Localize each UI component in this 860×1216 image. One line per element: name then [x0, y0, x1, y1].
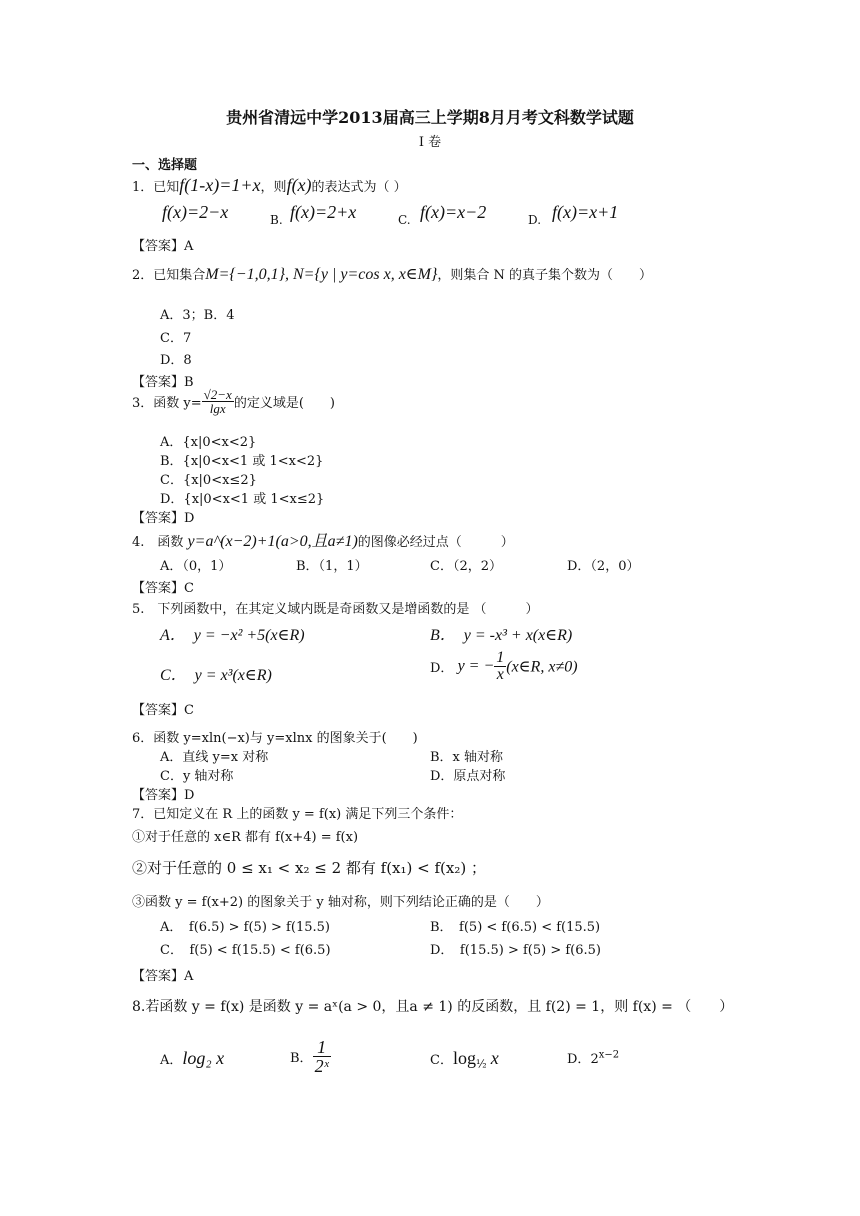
q4-option-b: B．（1，1） — [296, 559, 368, 574]
q2-answer: 【答案】B — [132, 375, 194, 390]
q7-condition-3: ③函数 y = f(x+2) 的图象关于 y 轴对称，则下列结论正确的是（ ） — [132, 895, 549, 910]
q8-option-b-label: B． — [290, 1051, 313, 1066]
q8-option-d-base: 2 — [590, 1052, 599, 1067]
q1-fx: f(x) — [286, 175, 312, 195]
q2-sets: M={−1,0,1}, N={y | y=cos x, x∈M} — [205, 266, 438, 283]
q5-option-d-lhs: y = − — [457, 657, 495, 675]
q3-prefix: 3．函数 y= — [132, 396, 202, 411]
q4-prefix: 4. 函数 — [132, 535, 184, 550]
q8-option-c-label: C． — [430, 1053, 453, 1068]
question-5-stem: 5. 下列函数中，在其定义域内既是奇函数又是增函数的是 （ ） — [132, 602, 539, 617]
q3-option-a: A．{x|0<x<2} — [160, 435, 257, 450]
q5-option-d-label: D． — [430, 661, 454, 676]
q6-option-d: D．原点对称 — [430, 769, 506, 784]
q1-option-c: f(x)=x−2 — [420, 202, 487, 222]
q8-option-c — [430, 1048, 499, 1071]
q8-option-c-x: x — [490, 1048, 499, 1068]
q7-option-b: B． f(5) < f(6.5) < f(15.5) — [430, 920, 601, 935]
q5-option-b: B． y = -x³ + x(x∈R) — [430, 627, 573, 644]
q3-option-c: C．{x|0<x≤2} — [160, 473, 257, 488]
q3-denominator: lgx — [209, 401, 226, 416]
q8-option-d — [567, 1048, 619, 1067]
q1-answer: 【答案】A — [132, 239, 194, 254]
q7-condition-1: ①对于任意的 x∈R 都有 f(x+4) = f(x) — [132, 830, 359, 845]
q6-option-c: C．y 轴对称 — [160, 769, 234, 784]
q5-option-d — [430, 650, 578, 683]
q2-option-d: D．8 — [160, 353, 192, 368]
question-4-stem — [132, 528, 514, 551]
q5-option-c: C． y = x³(x∈R) — [160, 667, 272, 684]
q7-answer: 【答案】A — [132, 969, 194, 984]
q1-option-c-label: C. — [398, 213, 411, 227]
q1-option-d-label: D. — [528, 213, 542, 227]
q5-answer: 【答案】C — [132, 703, 194, 718]
q2-option-c: C．7 — [160, 331, 192, 346]
q6-answer: 【答案】D — [132, 788, 195, 803]
question-6-stem: 6．函数 y=xln(−x)与 y=xlnx 的图象关于( ) — [132, 731, 418, 746]
q7-option-c: C． f(5) < f(15.5) < f(6.5) — [160, 943, 331, 958]
q1-option-a: f(x)=2−x — [162, 202, 229, 222]
q8-option-b — [290, 1038, 331, 1075]
q3-option-b: B．{x|0<x<1 或 1<x<2} — [160, 454, 324, 469]
q3-option-d: D．{x|0<x<1 或 1<x≤2} — [160, 492, 325, 507]
q8-option-a-label: A． — [160, 1053, 183, 1068]
q8-option-b-den: 2ˣ — [314, 1056, 329, 1076]
volume-label: I 卷 — [418, 135, 442, 150]
q1-prefix: 1．已知 — [132, 180, 180, 195]
q8-option-d-label: D． — [567, 1052, 591, 1067]
q1-mid: ，则 — [260, 180, 287, 195]
q3-fraction — [202, 388, 234, 415]
q5-option-d-fraction — [494, 650, 506, 683]
q3-tail: 的定义域是( ) — [233, 396, 335, 411]
q7-option-d: D． f(15.5) > f(5) > f(6.5) — [430, 943, 601, 958]
q1-condition: f(1-x)=1+x — [179, 175, 261, 195]
q5-option-a: A． y = −x² +5(x∈R) — [160, 627, 305, 644]
q6-option-b: B．x 轴对称 — [430, 750, 504, 765]
q4-tail: 的图像必经过点（ ） — [357, 535, 514, 550]
q8-option-b-fraction — [313, 1038, 331, 1075]
q4-function: y=a^(x−2)+1(a>0,且a≠1) — [187, 533, 358, 550]
q6-option-a: A．直线 y=x 对称 — [160, 750, 269, 765]
q4-answer: 【答案】C — [132, 581, 194, 596]
q3-answer: 【答案】D — [132, 511, 195, 526]
question-3-stem — [132, 388, 335, 415]
question-8-stem: 8.若函数 y = f(x) 是函数 y = aˣ(a > 0，且a ≠ 1) 的反函数，且 f(2) = 1，则 f(x) = （ ） — [132, 999, 734, 1015]
question-7-stem: 7．已知定义在 R 上的函数 y = f(x) 满足下列三个条件： — [132, 807, 463, 822]
q8-option-a-value: log₂ x — [182, 1048, 225, 1068]
q8-option-d-exponent: x−2 — [598, 1049, 620, 1061]
q1-option-b-label: B. — [270, 213, 283, 227]
q5-option-d-den: x — [496, 666, 504, 683]
q8-option-b-num: 1 — [313, 1038, 331, 1057]
q2-prefix: 2．已知集合 — [132, 268, 206, 283]
q1-option-b: f(x)=2+x — [290, 202, 357, 222]
q4-option-d: D．（2，0） — [567, 559, 640, 574]
q3-numerator: √2−x — [203, 387, 232, 402]
q8-option-c-base: ½ — [475, 1057, 487, 1071]
q7-condition-2: ②对于任意的 0 ≤ x₁ < x₂ ≤ 2 都有 f(x₁) < f(x₂) ； — [132, 859, 486, 877]
q2-tail: ，则集合 N 的真子集个数为（ ） — [437, 268, 653, 283]
q8-option-c-log: log — [452, 1048, 476, 1068]
q4-option-a: A．（0，1） — [160, 559, 232, 574]
q8-option-a — [160, 1048, 224, 1069]
q1-option-d: f(x)=x+1 — [552, 202, 619, 222]
q5-option-d-domain: (x∈R, x≠0) — [506, 658, 578, 676]
q4-option-c: C．（2，2） — [430, 559, 502, 574]
q1-tail: 的表达式为（ ） — [311, 180, 407, 195]
q2-option-ab: A．3；B．4 — [160, 308, 235, 323]
question-2-stem — [132, 264, 652, 284]
section-heading: 一、选择题 — [132, 158, 198, 173]
question-1-stem — [132, 175, 407, 196]
page-title: 贵州省清远中学2013届高三上学期8月月考文科数学试题 — [226, 108, 634, 127]
q7-option-a: A． f(6.5) > f(5) > f(15.5) — [160, 920, 330, 935]
q5-option-d-num: 1 — [496, 649, 505, 666]
